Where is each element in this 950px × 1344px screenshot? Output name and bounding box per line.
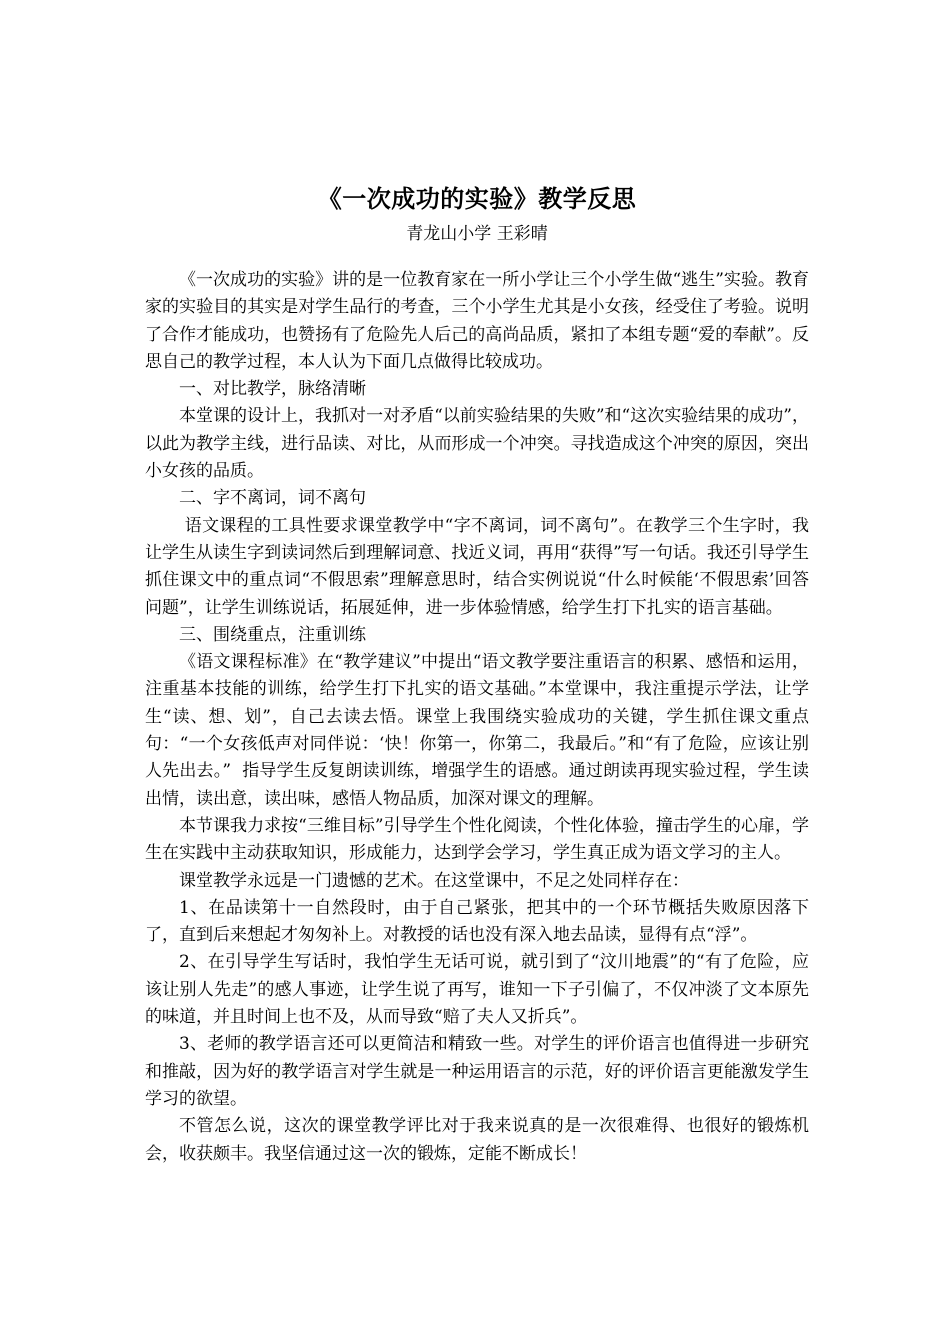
document-title: 《一次成功的实验》教学反思 bbox=[317, 184, 637, 213]
paragraph-shortcoming-1: 1、在品读第十一自然段时，由于自己紧张，把其中的一个环节概括失败原因落下了，直到后来想起才匆匆补上。对教授的话也没有深入地去品读，显得有点“浮”。 bbox=[145, 897, 809, 946]
section-heading-3: 三、围绕重点，注重训练 bbox=[179, 624, 366, 645]
section-heading-1: 一、对比教学，脉络清晰 bbox=[179, 379, 366, 400]
document-author: 青龙山小学 王彩晴 bbox=[406, 224, 548, 244]
paragraph-shortcoming-2: 2、在引导学生写话时，我怕学生无话可说，就引到了“汶川地震”的“有了危险，应该让别人先走”的感人事迹，让学生说了再写，谁知一下子引偏了，不仅冲淡了文本原先的味道，并且时间上也不及，从而导致“赔了夫人又折兵”。 bbox=[145, 952, 809, 1028]
paragraph-three-dimensional-goals: 本节课我力求按“三维目标”引导学生个性化阅读，个性化体验，撞击学生的心扉，学生在实践中主动获取知识，形成能力，达到学会学习，学生真正成为语文学习的主人。 bbox=[145, 815, 809, 864]
document-page bbox=[145, 181, 809, 1168]
paragraph-section-3: 《语文课程标准》在“教学建议”中提出“语文教学要注重语言的积累、感悟和运用，注重基本技能的训练，给学生打下扎实的语文基础。”本堂课中，我注重提示学法，让学生“读、想、划”，自己去读去悟。课堂上我围绕实验成功的关键，学生抓住课文重点句：“一个女孩低声对同伴说：‘快！你第一，你第二，我最后。”和“有了危险，应该让别人先出去。” 指导学生反复朗读训练，增强学生的语感。通过朗读再现实验过程，学生读出情，读出意，读出味，感悟人物品质，加深对课文的理解。 bbox=[145, 652, 809, 809]
paragraph-conclusion: 不管怎么说，这次的课堂教学评比对于我来说真的是一次很难得、也很好的锻炼机会，收获颇丰。我坚信通过这一次的锻炼，定能不断成长！ bbox=[145, 1116, 809, 1164]
paragraph-intro: 《一次成功的实验》讲的是一位教育家在一所小学让三个小学生做“逃生”实验。教育家的实验目的其实是对学生品行的考查，三个小学生尤其是小女孩，经受住了考验。说明了合作才能成功，也赞扬有了危险先人后己的高尚品质，紧扣了本组专题“爱的奉献”。反思自己的教学过程，本人认为下面几点做得比较成功。 bbox=[145, 270, 809, 372]
paragraph-shortcomings-intro: 课堂教学永远是一门遗憾的艺术。在这堂课中，不足之处同样存在： bbox=[179, 870, 689, 891]
paragraph-shortcoming-3: 3、老师的教学语言还可以更简洁和精致一些。对学生的评价语言也值得进一步研究和推敲，因为好的教学语言对学生就是一种运用语言的示范，好的评价语言更能激发学生学习的欲望。 bbox=[145, 1034, 809, 1109]
section-heading-2: 二、字不离词，词不离句 bbox=[179, 488, 366, 509]
paragraph-section-1: 本堂课的设计上，我抓对一对矛盾“以前实验结果的失败”和“这次实验结果的成功”，以此为教学主线，进行品读、对比，从而形成一个冲突。寻找造成这个冲突的原因，突出小女孩的品质。 bbox=[145, 406, 809, 482]
paragraph-section-2: 语文课程的工具性要求课堂教学中“字不离词，词不离句”。在教学三个生字时，我让学生从读生字到读词然后到理解词意、找近义词，再用“获得”写一句话。我还引导学生抓住课文中的重点词“不假思索”理解意思时，结合实例说说“什么时候能‘不假思索’回答问题”，让学生训练说话，拓展延伸，进一步体验情感，给学生打下扎实的语言基础。 bbox=[145, 515, 809, 618]
